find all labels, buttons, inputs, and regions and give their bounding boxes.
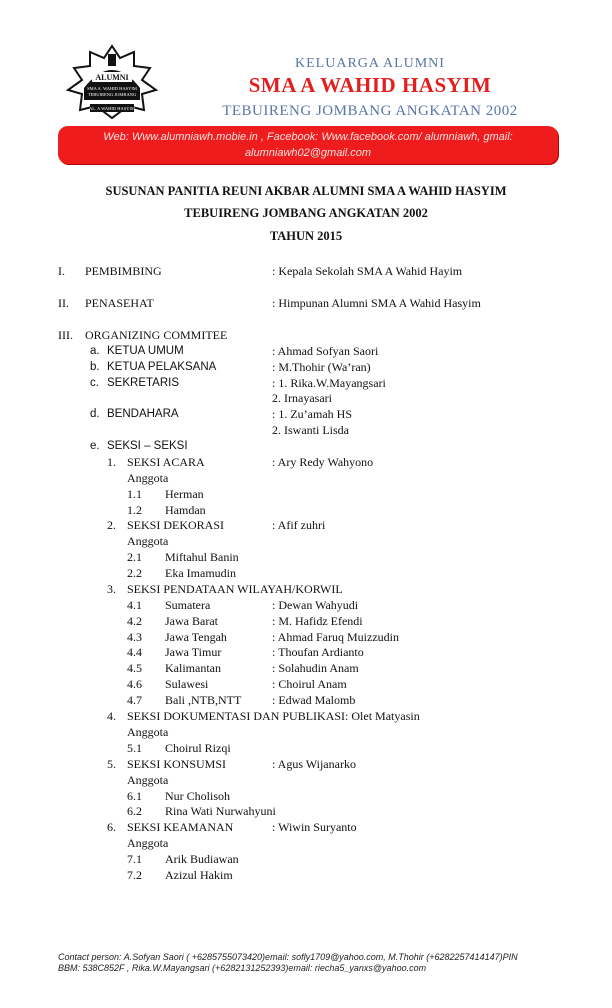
line-label: SEKRETARIS	[107, 377, 179, 389]
line-label: ORGANIZING COMMITEE	[85, 328, 228, 342]
line-marker: I.	[58, 264, 65, 278]
line-marker: 2.2	[127, 566, 142, 580]
line-value: : M.Thohir (Wa’ran)	[272, 360, 371, 374]
line-label: SEKSI ACARA	[127, 455, 205, 469]
line-marker: 3.	[107, 582, 116, 596]
header-school-name: SMA A WAHID HASYIM	[248, 73, 492, 97]
line-label: Azizul Hakim	[165, 868, 233, 882]
line-label: SEKSI DOKUMENTASI DAN PUBLIKASI: Olet Matyasin	[127, 709, 420, 723]
line-label: SEKSI KEAMANAN	[127, 820, 234, 834]
line-label: Jawa Timur	[165, 645, 222, 659]
line-value: : Ahmad Sofyan Saori	[272, 344, 379, 358]
line-label: SEKSI – SEKSI	[107, 440, 188, 452]
line-marker: 4.2	[127, 614, 142, 628]
line-marker: 2.1	[127, 550, 142, 564]
line-label: Jawa Tengah	[165, 630, 227, 644]
line-marker: II.	[58, 296, 69, 310]
logo-text-bottom: AL. A WAHID HASYIM	[89, 106, 135, 111]
line-marker: 2.	[107, 518, 116, 532]
line-value: : Agus Wijanarko	[272, 757, 356, 771]
line-label: Sumatera	[165, 598, 211, 612]
line-label: Nur Cholisoh	[165, 789, 231, 803]
line-value: : Choirul Anam	[272, 677, 347, 691]
line-value: 2. Irnayasari	[272, 391, 332, 405]
logo-text-top: ALUMNI	[95, 73, 129, 82]
line-marker: 7.1	[127, 852, 142, 866]
contact-banner-line-1: Web: Www.alumniawh.mobie.in , Facebook: Www.facebook.com/ alumniawh, gmail:	[103, 131, 513, 143]
line-marker: b.	[90, 361, 100, 373]
line-value: : Solahudin Anam	[272, 661, 359, 675]
document-title-line-3: TAHUN 2015	[269, 229, 343, 243]
line-marker: Anggota	[127, 773, 169, 787]
line-label: KETUA PELAKSANA	[107, 361, 217, 373]
line-label: SEKSI PENDATAAN WILAYAH/KORWIL	[127, 582, 343, 596]
line-label: Choirul Rizqi	[165, 741, 231, 755]
header-line-3: TEBUIRENG JOMBANG ANGKATAN 2002	[222, 103, 518, 119]
line-label: SEKSI KONSUMSI	[127, 757, 227, 771]
line-marker: 5.	[107, 757, 116, 771]
line-marker: Anggota	[127, 534, 169, 548]
line-marker: e.	[90, 440, 100, 452]
line-label: Miftahul Banin	[165, 550, 239, 564]
line-label: Jawa Barat	[165, 614, 218, 628]
footer-contact-line-2: BBM: 538C852F , Rika.W.Mayangsari (+6282131252393)email: riecha5_yanxs@yahoo.com	[58, 963, 427, 973]
line-marker: d.	[90, 408, 100, 420]
document-title-line-2: TEBUIRENG JOMBANG ANGKATAN 2002	[184, 206, 428, 220]
line-marker: 1.	[107, 455, 116, 469]
line-label: BENDAHARA	[107, 408, 179, 420]
line-marker: 4.3	[127, 630, 142, 644]
logo-text-mid2: TEBUIRENG JOMBANG	[87, 92, 137, 97]
line-value: : Afif zuhri	[272, 518, 326, 532]
line-marker: 4.4	[127, 645, 142, 659]
line-marker: 4.6	[127, 677, 142, 691]
line-marker: 4.7	[127, 693, 142, 707]
line-marker: 6.	[107, 820, 116, 834]
line-label: Herman	[165, 487, 204, 501]
line-value: : 1. Zu’amah HS	[272, 407, 352, 421]
line-marker: 6.1	[127, 789, 142, 803]
line-marker: 1.2	[127, 503, 142, 517]
line-marker: Anggota	[127, 836, 169, 850]
line-label: Bali ,NTB,NTT	[165, 693, 242, 707]
line-marker: c.	[90, 377, 99, 389]
line-value: : Himpunan Alumni SMA A Wahid Hasyim	[272, 296, 481, 310]
line-value: : Edwad Malomb	[272, 693, 356, 707]
line-marker: 5.1	[127, 741, 142, 755]
line-value: : Dewan Wahyudi	[272, 598, 359, 612]
line-value: : Thoufan Ardianto	[272, 645, 364, 659]
header-line-1: KELUARGA ALUMNI	[295, 56, 445, 71]
line-label: Sulawesi	[165, 677, 209, 691]
line-marker: 4.	[107, 709, 116, 723]
line-marker: a.	[90, 345, 100, 357]
line-marker: III.	[58, 328, 73, 342]
line-value: : Wiwin Suryanto	[272, 820, 357, 834]
contact-banner-line-2: alumniawh02@gmail.com	[244, 147, 372, 159]
line-value: 2. Iswanti Lisda	[272, 423, 349, 437]
document-title-line-1: SUSUNAN PANITIA REUNI AKBAR ALUMNI SMA A WAHID HASYIM	[105, 184, 507, 198]
line-label: KETUA UMUM	[107, 345, 184, 357]
line-label: SEKSI DEKORASI	[127, 518, 225, 532]
line-label: PEMBIMBING	[85, 264, 162, 278]
line-marker: Anggota	[127, 725, 169, 739]
line-value: : Ahmad Faruq Muizzudin	[272, 630, 399, 644]
line-value: : M. Hafidz Efendi	[272, 614, 363, 628]
line-label: PENASEHAT	[85, 296, 154, 310]
line-marker: 6.2	[127, 804, 142, 818]
line-marker: 4.5	[127, 661, 142, 675]
line-marker: 4.1	[127, 598, 142, 612]
line-label: Eka Imamudin	[165, 566, 236, 580]
line-marker: Anggota	[127, 471, 169, 485]
alumni-logo-icon	[62, 44, 162, 120]
line-label: Arik Budiawan	[165, 852, 239, 866]
line-marker: 1.1	[127, 487, 142, 501]
line-label: Kalimantan	[165, 661, 221, 675]
line-label: Rina Wati Nurwahyuni	[165, 804, 276, 818]
logo-text-mid1: SMA A. WAHID HASYIM	[87, 86, 137, 91]
line-value: : Kepala Sekolah SMA A Wahid Hayim	[272, 264, 463, 278]
line-value: : 1. Rika.W.Mayangsari	[272, 376, 386, 390]
line-value: : Ary Redy Wahyono	[272, 455, 374, 469]
footer-contact-line-1: Contact person: A.Sofyan Saori ( +6285755073420)email: sofly1709@yahoo.com, M.Thohir (+6282257414147)PIN	[58, 952, 518, 962]
line-marker: 7.2	[127, 868, 142, 882]
line-label: Hamdan	[165, 503, 206, 517]
